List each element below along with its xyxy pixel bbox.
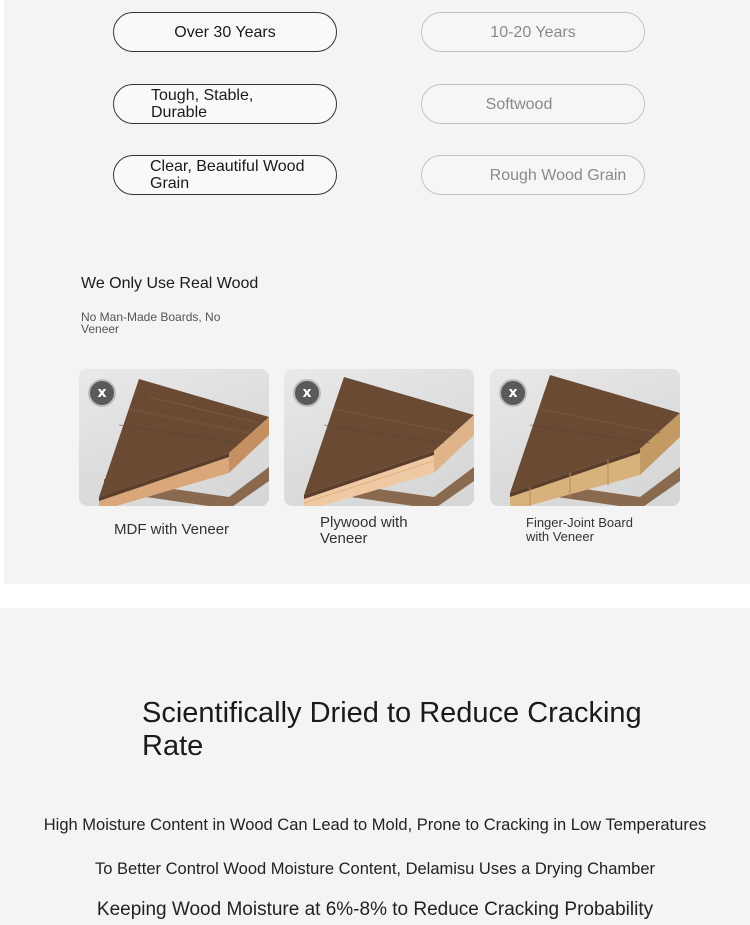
comparison-ours-strength (113, 84, 337, 124)
comparison-ours-lifespan (113, 12, 337, 52)
board-card-mdf (79, 369, 269, 506)
board-card-plywood (284, 369, 474, 506)
comparison-others-grain (421, 155, 645, 195)
drying-line-1: High Moisture Content in Wood Can Lead to Mold, Prone to Cracking in Low Temperatures (43, 816, 707, 834)
drying-line-3: Keeping Wood Moisture at 6%-8% to Reduce Cracking Probability (96, 899, 654, 920)
x-icon: x (88, 379, 116, 407)
drying-title: Scientifically Dried to Reduce Cracking Rate (142, 697, 642, 762)
real-wood-title: We Only Use Real Wood (81, 275, 259, 292)
board-label-plywood: Plywood with Veneer (320, 514, 408, 547)
comparison-others-strength (421, 84, 645, 124)
comparison-ours-grain-text: Clear, Beautiful Wood Grain (150, 158, 305, 192)
board-card-finger-joint (490, 369, 680, 506)
comparison-others-lifespan (421, 12, 645, 52)
x-icon: x (293, 379, 321, 407)
x-icon: x (499, 379, 527, 407)
comparison-others-grain-text: Rough Wood Grain (489, 166, 627, 184)
comparison-others-strength-text: Softwood (485, 95, 553, 113)
board-label-finger-joint: Finger-Joint Board with Veneer (526, 515, 633, 544)
comparison-others-lifespan-text: 10-20 Years (490, 23, 576, 41)
real-wood-subtitle: No Man-Made Boards, No Veneer (81, 310, 221, 336)
comparison-ours-lifespan-text: Over 30 Years (174, 23, 276, 41)
comparison-ours-grain (113, 155, 337, 195)
board-label-mdf: MDF with Veneer (114, 521, 230, 538)
drying-line-2: To Better Control Wood Moisture Content, Delamisu Uses a Drying Chamber (94, 860, 655, 878)
comparison-ours-strength-text: Tough, Stable, Durable (151, 87, 254, 121)
